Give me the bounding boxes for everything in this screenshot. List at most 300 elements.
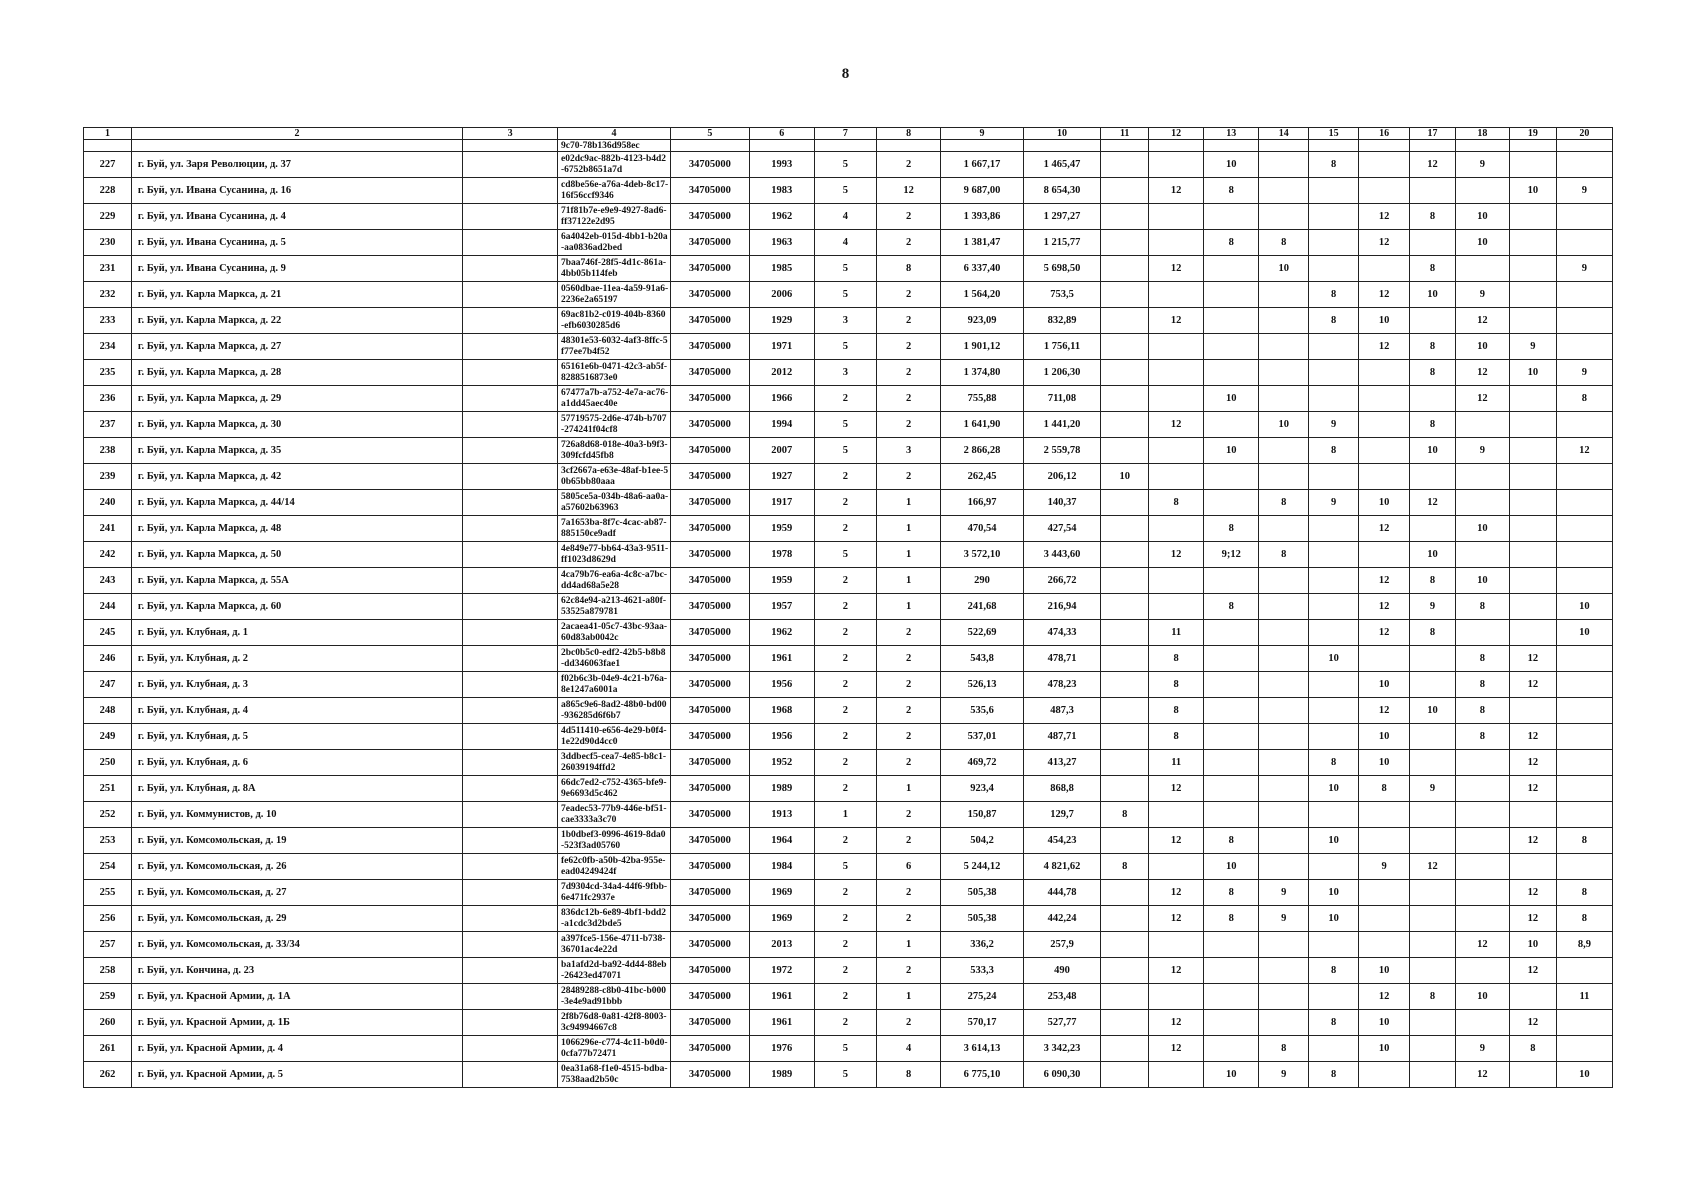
column-number-19: 19 [1509, 128, 1556, 140]
work-col-20 [1556, 308, 1612, 334]
work-col-11 [1101, 412, 1149, 438]
work-col-20 [1556, 802, 1612, 828]
row-number: 258 [84, 958, 132, 984]
year-built: 1989 [749, 776, 814, 802]
floors: 1 [814, 802, 876, 828]
living-area: 140,37 [1023, 490, 1100, 516]
living-area: 487,3 [1023, 698, 1100, 724]
work-col-17 [1410, 724, 1456, 750]
year-built: 1956 [749, 672, 814, 698]
address: г. Буй, ул. Клубная, д. 4 [131, 698, 462, 724]
year-built: 1971 [749, 334, 814, 360]
work-col-15 [1309, 594, 1359, 620]
table-row [84, 1036, 1613, 1062]
work-col-15: 8 [1309, 438, 1359, 464]
work-col-11 [1101, 1062, 1149, 1088]
continuation-uid: 9c70-78b136d958ec [557, 140, 670, 152]
oktmo-code: 34705000 [671, 646, 749, 672]
floors: 2 [814, 698, 876, 724]
house-uid: 0560dbae-11ea-4a59-91a6-2236e2a65197 [557, 282, 670, 308]
total-area: 1 374,80 [941, 360, 1024, 386]
work-col-15: 8 [1309, 282, 1359, 308]
work-col-15 [1309, 516, 1359, 542]
work-col-12 [1149, 464, 1204, 490]
column-number-9: 9 [941, 128, 1024, 140]
work-col-16: 10 [1359, 1036, 1410, 1062]
work-col-14 [1259, 802, 1309, 828]
empty-cell [463, 750, 558, 776]
work-col-13 [1204, 984, 1259, 1010]
work-col-13 [1204, 464, 1259, 490]
column-number-15: 15 [1309, 128, 1359, 140]
work-col-19 [1509, 698, 1556, 724]
work-col-19: 12 [1509, 1010, 1556, 1036]
work-col-13 [1204, 308, 1259, 334]
empty-cell [463, 178, 558, 204]
empty-cell [463, 282, 558, 308]
house-uid: 28489288-c8b0-41bc-b000-3e4e9ad91bbb [557, 984, 670, 1010]
work-col-20 [1556, 568, 1612, 594]
work-col-19: 10 [1509, 178, 1556, 204]
work-col-15 [1309, 854, 1359, 880]
oktmo-code: 34705000 [671, 516, 749, 542]
work-col-20 [1556, 282, 1612, 308]
work-col-19 [1509, 308, 1556, 334]
entrances: 2 [877, 386, 941, 412]
house-uid: 7d9304cd-34a4-44f6-9fbb-6e471fc2937e [557, 880, 670, 906]
work-col-15 [1309, 672, 1359, 698]
work-col-13 [1204, 490, 1259, 516]
entrances: 2 [877, 152, 941, 178]
work-col-17: 8 [1410, 334, 1456, 360]
work-col-17: 8 [1410, 256, 1456, 282]
entrances: 2 [877, 620, 941, 646]
work-col-17: 10 [1410, 282, 1456, 308]
total-area: 1 393,86 [941, 204, 1024, 230]
floors: 5 [814, 282, 876, 308]
work-col-20: 8 [1556, 828, 1612, 854]
work-col-13 [1204, 204, 1259, 230]
row-number: 231 [84, 256, 132, 282]
work-col-13 [1204, 646, 1259, 672]
year-built: 2013 [749, 932, 814, 958]
work-col-20 [1556, 230, 1612, 256]
living-area: 1 215,77 [1023, 230, 1100, 256]
work-col-13: 10 [1204, 438, 1259, 464]
work-col-13 [1204, 958, 1259, 984]
oktmo-code: 34705000 [671, 490, 749, 516]
work-col-16 [1359, 152, 1410, 178]
total-area: 3 614,13 [941, 1036, 1024, 1062]
work-col-11 [1101, 1010, 1149, 1036]
row-number: 237 [84, 412, 132, 438]
work-col-16 [1359, 802, 1410, 828]
living-area: 1 465,47 [1023, 152, 1100, 178]
empty-cell [463, 620, 558, 646]
living-area: 5 698,50 [1023, 256, 1100, 282]
work-col-13 [1204, 620, 1259, 646]
work-col-17 [1410, 1062, 1456, 1088]
work-col-17 [1410, 828, 1456, 854]
work-col-16 [1359, 828, 1410, 854]
work-col-11 [1101, 880, 1149, 906]
work-col-20: 9 [1556, 360, 1612, 386]
floors: 5 [814, 438, 876, 464]
work-col-11 [1101, 750, 1149, 776]
entrances: 2 [877, 1010, 941, 1036]
work-col-18 [1455, 542, 1509, 568]
table-row [84, 386, 1613, 412]
column-number-6: 6 [749, 128, 814, 140]
work-col-12: 8 [1149, 646, 1204, 672]
work-col-14 [1259, 308, 1309, 334]
row-number: 257 [84, 932, 132, 958]
work-col-16: 12 [1359, 984, 1410, 1010]
work-col-14 [1259, 360, 1309, 386]
total-area: 469,72 [941, 750, 1024, 776]
oktmo-code: 34705000 [671, 178, 749, 204]
address: г. Буй, ул. Ивана Сусанина, д. 9 [131, 256, 462, 282]
work-col-12 [1149, 516, 1204, 542]
work-col-17 [1410, 932, 1456, 958]
work-col-16: 10 [1359, 490, 1410, 516]
work-col-14 [1259, 984, 1309, 1010]
empty-cell [463, 152, 558, 178]
row-number: 245 [84, 620, 132, 646]
work-col-19 [1509, 282, 1556, 308]
work-col-12 [1149, 204, 1204, 230]
oktmo-code: 34705000 [671, 724, 749, 750]
floors: 5 [814, 178, 876, 204]
work-col-17: 8 [1410, 360, 1456, 386]
work-col-18: 9 [1455, 152, 1509, 178]
address: г. Буй, ул. Клубная, д. 3 [131, 672, 462, 698]
work-col-18 [1455, 880, 1509, 906]
work-col-12: 12 [1149, 412, 1204, 438]
house-uid: e02dc9ac-882b-4123-b4d2-6752b8651a7d [557, 152, 670, 178]
table-row [84, 672, 1613, 698]
work-col-18 [1455, 828, 1509, 854]
work-col-16: 12 [1359, 620, 1410, 646]
table-row [84, 542, 1613, 568]
work-col-13 [1204, 282, 1259, 308]
work-col-16 [1359, 412, 1410, 438]
work-col-11 [1101, 906, 1149, 932]
work-col-15: 10 [1309, 906, 1359, 932]
table-row [84, 958, 1613, 984]
work-col-17 [1410, 802, 1456, 828]
entrances: 1 [877, 516, 941, 542]
work-col-12 [1149, 984, 1204, 1010]
address: г. Буй, ул. Карла Маркса, д. 60 [131, 594, 462, 620]
house-uid: 71f81b7e-e9e9-4927-8ad6-ff37122e2d95 [557, 204, 670, 230]
year-built: 1994 [749, 412, 814, 438]
work-col-19: 8 [1509, 1036, 1556, 1062]
oktmo-code: 34705000 [671, 750, 749, 776]
empty-cell [463, 360, 558, 386]
work-col-14 [1259, 698, 1309, 724]
empty-cell [463, 672, 558, 698]
row-number: 236 [84, 386, 132, 412]
work-col-20 [1556, 542, 1612, 568]
entrances: 2 [877, 672, 941, 698]
work-col-18: 12 [1455, 386, 1509, 412]
work-col-17: 10 [1410, 698, 1456, 724]
work-col-15: 8 [1309, 152, 1359, 178]
oktmo-code: 34705000 [671, 620, 749, 646]
empty-cell [463, 568, 558, 594]
address: г. Буй, ул. Коммунистов, д. 10 [131, 802, 462, 828]
house-uid: 69ac81b2-c019-404b-8360-efb6030285d6 [557, 308, 670, 334]
work-col-17: 9 [1410, 594, 1456, 620]
oktmo-code: 34705000 [671, 256, 749, 282]
address: г. Буй, ул. Карла Маркса, д. 30 [131, 412, 462, 438]
living-area: 454,23 [1023, 828, 1100, 854]
address: г. Буй, ул. Карла Маркса, д. 22 [131, 308, 462, 334]
work-col-16: 8 [1359, 776, 1410, 802]
empty-cell [463, 646, 558, 672]
work-col-16: 12 [1359, 204, 1410, 230]
work-col-13: 10 [1204, 152, 1259, 178]
column-number-16: 16 [1359, 128, 1410, 140]
work-col-20 [1556, 698, 1612, 724]
address: г. Буй, ул. Красной Армии, д. 1Б [131, 1010, 462, 1036]
year-built: 1963 [749, 230, 814, 256]
work-col-11 [1101, 386, 1149, 412]
column-number-8: 8 [877, 128, 941, 140]
living-area: 868,8 [1023, 776, 1100, 802]
work-col-13 [1204, 412, 1259, 438]
oktmo-code: 34705000 [671, 152, 749, 178]
row-number: 227 [84, 152, 132, 178]
work-col-12 [1149, 802, 1204, 828]
total-area: 543,8 [941, 646, 1024, 672]
total-area: 1 901,12 [941, 334, 1024, 360]
work-col-12 [1149, 854, 1204, 880]
work-col-17 [1410, 672, 1456, 698]
work-col-17 [1410, 308, 1456, 334]
column-number-2: 2 [131, 128, 462, 140]
continuation-row [84, 140, 1613, 152]
year-built: 1985 [749, 256, 814, 282]
work-col-13 [1204, 334, 1259, 360]
work-col-16 [1359, 256, 1410, 282]
work-col-19 [1509, 516, 1556, 542]
column-number-11: 11 [1101, 128, 1149, 140]
work-col-13: 8 [1204, 906, 1259, 932]
entrances: 1 [877, 594, 941, 620]
work-col-11 [1101, 1036, 1149, 1062]
table-row [84, 646, 1613, 672]
work-col-11: 8 [1101, 854, 1149, 880]
work-col-19 [1509, 464, 1556, 490]
total-area: 923,09 [941, 308, 1024, 334]
living-area: 474,33 [1023, 620, 1100, 646]
work-col-15: 10 [1309, 828, 1359, 854]
empty-cell [463, 698, 558, 724]
work-col-16: 12 [1359, 594, 1410, 620]
floors: 3 [814, 360, 876, 386]
work-col-20 [1556, 152, 1612, 178]
table-row [84, 1062, 1613, 1088]
entrances: 1 [877, 568, 941, 594]
year-built: 1962 [749, 620, 814, 646]
oktmo-code: 34705000 [671, 958, 749, 984]
total-area: 262,45 [941, 464, 1024, 490]
work-col-17 [1410, 386, 1456, 412]
floors: 5 [814, 152, 876, 178]
address: г. Буй, ул. Заря Революции, д. 37 [131, 152, 462, 178]
empty-cell [463, 958, 558, 984]
work-col-13: 10 [1204, 386, 1259, 412]
address: г. Буй, ул. Карла Маркса, д. 42 [131, 464, 462, 490]
floors: 2 [814, 880, 876, 906]
row-number: 252 [84, 802, 132, 828]
entrances: 2 [877, 282, 941, 308]
entrances: 2 [877, 334, 941, 360]
work-col-14 [1259, 438, 1309, 464]
work-col-14 [1259, 646, 1309, 672]
entrances: 4 [877, 1036, 941, 1062]
work-col-20: 8 [1556, 906, 1612, 932]
work-col-14: 8 [1259, 1036, 1309, 1062]
row-number: 248 [84, 698, 132, 724]
year-built: 1927 [749, 464, 814, 490]
living-area: 257,9 [1023, 932, 1100, 958]
work-col-14: 10 [1259, 256, 1309, 282]
work-col-20: 10 [1556, 594, 1612, 620]
column-number-10: 10 [1023, 128, 1100, 140]
entrances: 2 [877, 906, 941, 932]
work-col-11: 8 [1101, 802, 1149, 828]
house-uid: 7eadec53-77b9-446e-bf51-cae3333a3c70 [557, 802, 670, 828]
entrances: 2 [877, 802, 941, 828]
table-row [84, 178, 1613, 204]
row-number: 262 [84, 1062, 132, 1088]
empty-cell [463, 256, 558, 282]
work-col-16: 12 [1359, 282, 1410, 308]
work-col-13: 8 [1204, 828, 1259, 854]
work-col-19: 10 [1509, 932, 1556, 958]
year-built: 1956 [749, 724, 814, 750]
address: г. Буй, ул. Карла Маркса, д. 48 [131, 516, 462, 542]
oktmo-code: 34705000 [671, 854, 749, 880]
address: г. Буй, ул. Карла Маркса, д. 27 [131, 334, 462, 360]
living-area: 832,89 [1023, 308, 1100, 334]
floors: 2 [814, 906, 876, 932]
work-col-15 [1309, 360, 1359, 386]
work-col-14 [1259, 854, 1309, 880]
work-col-12 [1149, 568, 1204, 594]
address: г. Буй, ул. Красной Армии, д. 1А [131, 984, 462, 1010]
entrances: 12 [877, 178, 941, 204]
work-col-12 [1149, 1062, 1204, 1088]
living-area: 2 559,78 [1023, 438, 1100, 464]
work-col-11 [1101, 490, 1149, 516]
living-area: 216,94 [1023, 594, 1100, 620]
work-col-18 [1455, 464, 1509, 490]
work-col-18 [1455, 1010, 1509, 1036]
work-col-18 [1455, 854, 1509, 880]
work-col-19 [1509, 568, 1556, 594]
oktmo-code: 34705000 [671, 360, 749, 386]
house-uid: 726a8d68-018e-40a3-b9f3-309fcfd45fb8 [557, 438, 670, 464]
table-row [84, 802, 1613, 828]
entrances: 8 [877, 256, 941, 282]
year-built: 1962 [749, 204, 814, 230]
address: г. Буй, ул. Ивана Сусанина, д. 16 [131, 178, 462, 204]
oktmo-code: 34705000 [671, 828, 749, 854]
work-col-12: 11 [1149, 750, 1204, 776]
year-built: 1984 [749, 854, 814, 880]
entrances: 2 [877, 750, 941, 776]
work-col-19 [1509, 438, 1556, 464]
work-col-19 [1509, 594, 1556, 620]
column-number-20: 20 [1556, 128, 1612, 140]
work-col-12 [1149, 282, 1204, 308]
address: г. Буй, ул. Комсомольская, д. 19 [131, 828, 462, 854]
row-number: 250 [84, 750, 132, 776]
living-area: 1 441,20 [1023, 412, 1100, 438]
year-built: 1976 [749, 1036, 814, 1062]
work-col-18: 10 [1455, 984, 1509, 1010]
work-col-18: 8 [1455, 646, 1509, 672]
work-col-19 [1509, 230, 1556, 256]
oktmo-code: 34705000 [671, 984, 749, 1010]
oktmo-code: 34705000 [671, 412, 749, 438]
work-col-15 [1309, 204, 1359, 230]
work-col-14: 9 [1259, 1062, 1309, 1088]
row-number: 238 [84, 438, 132, 464]
work-col-18 [1455, 906, 1509, 932]
work-col-11 [1101, 230, 1149, 256]
work-col-18: 10 [1455, 204, 1509, 230]
living-area: 527,77 [1023, 1010, 1100, 1036]
work-col-14: 9 [1259, 906, 1309, 932]
floors: 2 [814, 1010, 876, 1036]
living-area: 442,24 [1023, 906, 1100, 932]
entrances: 2 [877, 880, 941, 906]
work-col-15: 9 [1309, 490, 1359, 516]
table-header [84, 128, 1613, 140]
oktmo-code: 34705000 [671, 282, 749, 308]
address: г. Буй, ул. Комсомольская, д. 29 [131, 906, 462, 932]
work-col-19 [1509, 152, 1556, 178]
address: г. Буй, ул. Карла Маркса, д. 44/14 [131, 490, 462, 516]
entrances: 2 [877, 308, 941, 334]
work-col-17 [1410, 1010, 1456, 1036]
year-built: 1969 [749, 906, 814, 932]
work-col-17: 8 [1410, 412, 1456, 438]
work-col-13 [1204, 802, 1259, 828]
row-number: 232 [84, 282, 132, 308]
work-col-20 [1556, 464, 1612, 490]
table-row [84, 490, 1613, 516]
living-area: 8 654,30 [1023, 178, 1100, 204]
work-col-17: 8 [1410, 984, 1456, 1010]
page-number: 8 [841, 66, 850, 82]
work-col-13 [1204, 1010, 1259, 1036]
work-col-17 [1410, 880, 1456, 906]
row-number: 234 [84, 334, 132, 360]
work-col-13 [1204, 698, 1259, 724]
work-col-13: 8 [1204, 178, 1259, 204]
table-row [84, 568, 1613, 594]
work-col-20 [1556, 776, 1612, 802]
address: г. Буй, ул. Красной Армии, д. 4 [131, 1036, 462, 1062]
work-col-14: 8 [1259, 230, 1309, 256]
work-col-20 [1556, 958, 1612, 984]
